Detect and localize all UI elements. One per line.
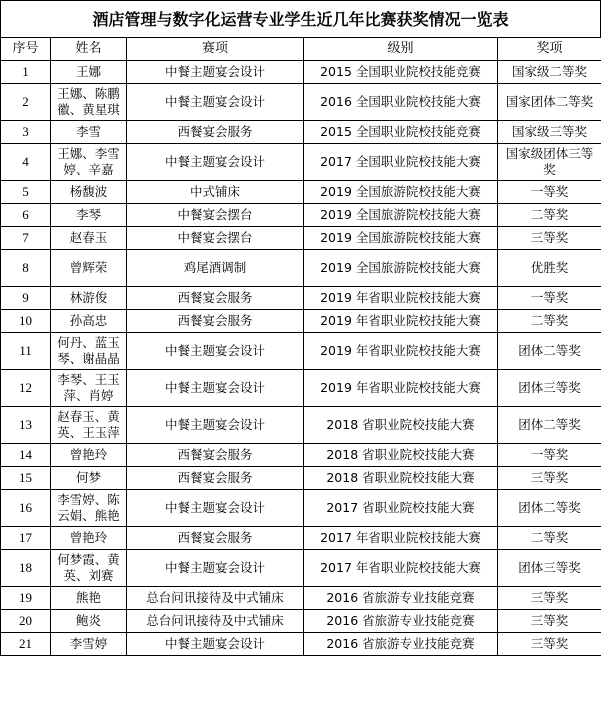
cell-no: 21 <box>1 633 51 656</box>
table-row <box>1 587 601 610</box>
header-name: 姓名 <box>51 38 127 61</box>
cell-event: 总台问讯接待及中式铺床 <box>127 610 304 633</box>
cell-event: 西餐宴会服务 <box>127 287 304 310</box>
cell-name: 熊艳 <box>51 587 127 610</box>
cell-level: 2019 年省职业院校技能大赛 <box>304 370 498 407</box>
cell-event: 中餐主题宴会设计 <box>127 333 304 370</box>
cell-name: 赵春玉、黄英、王玉萍 <box>51 407 127 444</box>
cell-name: 何梦霞、黄英、刘赛 <box>51 550 127 587</box>
awards-table <box>0 37 601 656</box>
table-header-row <box>1 38 601 61</box>
cell-level: 2019 年省职业院校技能大赛 <box>304 333 498 370</box>
cell-name: 何梦 <box>51 467 127 490</box>
cell-level: 2019 全国旅游院校技能大赛 <box>304 250 498 287</box>
cell-award: 二等奖 <box>498 310 601 333</box>
table-row <box>1 310 601 333</box>
cell-event: 西餐宴会服务 <box>127 444 304 467</box>
cell-no: 20 <box>1 610 51 633</box>
table-row <box>1 121 601 144</box>
cell-event: 中餐主题宴会设计 <box>127 61 304 84</box>
cell-level: 2018 省职业院校技能大赛 <box>304 407 498 444</box>
header-event: 赛项 <box>127 38 304 61</box>
table-row <box>1 407 601 444</box>
header-award: 奖项 <box>498 38 601 61</box>
cell-name: 李琴、王玉萍、肖婷 <box>51 370 127 407</box>
cell-award: 三等奖 <box>498 587 601 610</box>
cell-name: 王娜、陈鹏徽、黄星琪 <box>51 84 127 121</box>
table-row <box>1 204 601 227</box>
cell-name: 孙高忠 <box>51 310 127 333</box>
cell-event: 总台问讯接待及中式铺床 <box>127 587 304 610</box>
cell-event: 中餐宴会摆台 <box>127 227 304 250</box>
cell-event: 西餐宴会服务 <box>127 121 304 144</box>
cell-name: 杨馥波 <box>51 181 127 204</box>
cell-name: 何丹、蓝玉琴、谢晶晶 <box>51 333 127 370</box>
cell-award: 三等奖 <box>498 227 601 250</box>
cell-no: 9 <box>1 287 51 310</box>
cell-level: 2017 年省职业院校技能大赛 <box>304 550 498 587</box>
cell-name: 王娜 <box>51 61 127 84</box>
cell-no: 2 <box>1 84 51 121</box>
cell-no: 8 <box>1 250 51 287</box>
table-row <box>1 61 601 84</box>
cell-name: 李雪婷 <box>51 633 127 656</box>
cell-award: 一等奖 <box>498 287 601 310</box>
cell-award: 团体三等奖 <box>498 550 601 587</box>
cell-level: 2019 年省职业院校技能大赛 <box>304 287 498 310</box>
table-row <box>1 181 601 204</box>
cell-no: 4 <box>1 144 51 181</box>
cell-award: 三等奖 <box>498 633 601 656</box>
cell-name: 林游俊 <box>51 287 127 310</box>
table-row <box>1 490 601 527</box>
cell-level: 2015 全国职业院校技能竞赛 <box>304 121 498 144</box>
cell-event: 中餐主题宴会设计 <box>127 550 304 587</box>
cell-award: 三等奖 <box>498 467 601 490</box>
cell-level: 2018 省职业院校技能大赛 <box>304 444 498 467</box>
cell-event: 西餐宴会服务 <box>127 310 304 333</box>
cell-award: 三等奖 <box>498 610 601 633</box>
cell-event: 西餐宴会服务 <box>127 467 304 490</box>
cell-event: 中式铺床 <box>127 181 304 204</box>
cell-level: 2017 年省职业院校技能大赛 <box>304 527 498 550</box>
cell-event: 中餐主题宴会设计 <box>127 633 304 656</box>
cell-award: 团体二等奖 <box>498 490 601 527</box>
cell-no: 10 <box>1 310 51 333</box>
table-row <box>1 84 601 121</box>
cell-name: 李琴 <box>51 204 127 227</box>
cell-level: 2017 全国职业院校技能大赛 <box>304 144 498 181</box>
table-row <box>1 250 601 287</box>
cell-name: 曾艳玲 <box>51 444 127 467</box>
cell-no: 14 <box>1 444 51 467</box>
cell-no: 15 <box>1 467 51 490</box>
table-row <box>1 467 601 490</box>
cell-level: 2016 省旅游专业技能竞赛 <box>304 587 498 610</box>
cell-no: 19 <box>1 587 51 610</box>
header-level: 级别 <box>304 38 498 61</box>
cell-award: 二等奖 <box>498 204 601 227</box>
cell-no: 7 <box>1 227 51 250</box>
cell-no: 13 <box>1 407 51 444</box>
cell-award: 团体三等奖 <box>498 370 601 407</box>
cell-no: 1 <box>1 61 51 84</box>
cell-level: 2019 全国旅游院校技能大赛 <box>304 204 498 227</box>
table-row <box>1 287 601 310</box>
table-row <box>1 633 601 656</box>
table-row <box>1 333 601 370</box>
cell-level: 2019 全国旅游院校技能大赛 <box>304 227 498 250</box>
cell-no: 6 <box>1 204 51 227</box>
cell-level: 2019 年省职业院校技能大赛 <box>304 310 498 333</box>
cell-name: 曾艳玲 <box>51 527 127 550</box>
cell-level: 2016 省旅游专业技能竞赛 <box>304 633 498 656</box>
cell-name: 曾辉荣 <box>51 250 127 287</box>
cell-level: 2019 全国旅游院校技能大赛 <box>304 181 498 204</box>
cell-event: 中餐主题宴会设计 <box>127 490 304 527</box>
cell-award: 团体二等奖 <box>498 333 601 370</box>
cell-award: 二等奖 <box>498 527 601 550</box>
cell-no: 3 <box>1 121 51 144</box>
cell-award: 团体二等奖 <box>498 407 601 444</box>
cell-award: 优胜奖 <box>498 250 601 287</box>
cell-name: 鲍炎 <box>51 610 127 633</box>
cell-name: 赵春玉 <box>51 227 127 250</box>
cell-level: 2016 全国职业院校技能大赛 <box>304 84 498 121</box>
cell-award: 一等奖 <box>498 181 601 204</box>
cell-event: 中餐主题宴会设计 <box>127 370 304 407</box>
cell-name: 李雪婷、陈云娟、熊艳 <box>51 490 127 527</box>
cell-name: 王娜、李雪婷、辛嘉 <box>51 144 127 181</box>
cell-level: 2017 省职业院校技能大赛 <box>304 490 498 527</box>
cell-award: 国家团体二等奖 <box>498 84 601 121</box>
cell-no: 17 <box>1 527 51 550</box>
cell-no: 12 <box>1 370 51 407</box>
cell-no: 11 <box>1 333 51 370</box>
cell-event: 鸡尾酒调制 <box>127 250 304 287</box>
cell-event: 西餐宴会服务 <box>127 527 304 550</box>
cell-level: 2016 省旅游专业技能竞赛 <box>304 610 498 633</box>
cell-award: 一等奖 <box>498 444 601 467</box>
cell-no: 5 <box>1 181 51 204</box>
table-row <box>1 227 601 250</box>
cell-event: 中餐主题宴会设计 <box>127 84 304 121</box>
header-no: 序号 <box>1 38 51 61</box>
table-row <box>1 610 601 633</box>
table-row <box>1 144 601 181</box>
cell-level: 2018 省职业院校技能大赛 <box>304 467 498 490</box>
cell-no: 18 <box>1 550 51 587</box>
cell-award: 国家级团体三等奖 <box>498 144 601 181</box>
cell-award: 国家级三等奖 <box>498 121 601 144</box>
table-row <box>1 527 601 550</box>
cell-event: 中餐主题宴会设计 <box>127 144 304 181</box>
cell-level: 2015 全国职业院校技能竞赛 <box>304 61 498 84</box>
cell-no: 16 <box>1 490 51 527</box>
page-title: 酒店管理与数字化运营专业学生近几年比赛获奖情况一览表 <box>0 0 601 37</box>
table-row <box>1 370 601 407</box>
cell-award: 国家级二等奖 <box>498 61 601 84</box>
cell-name: 李雪 <box>51 121 127 144</box>
cell-event: 中餐主题宴会设计 <box>127 407 304 444</box>
table-row <box>1 550 601 587</box>
table-row <box>1 444 601 467</box>
cell-event: 中餐宴会摆台 <box>127 204 304 227</box>
